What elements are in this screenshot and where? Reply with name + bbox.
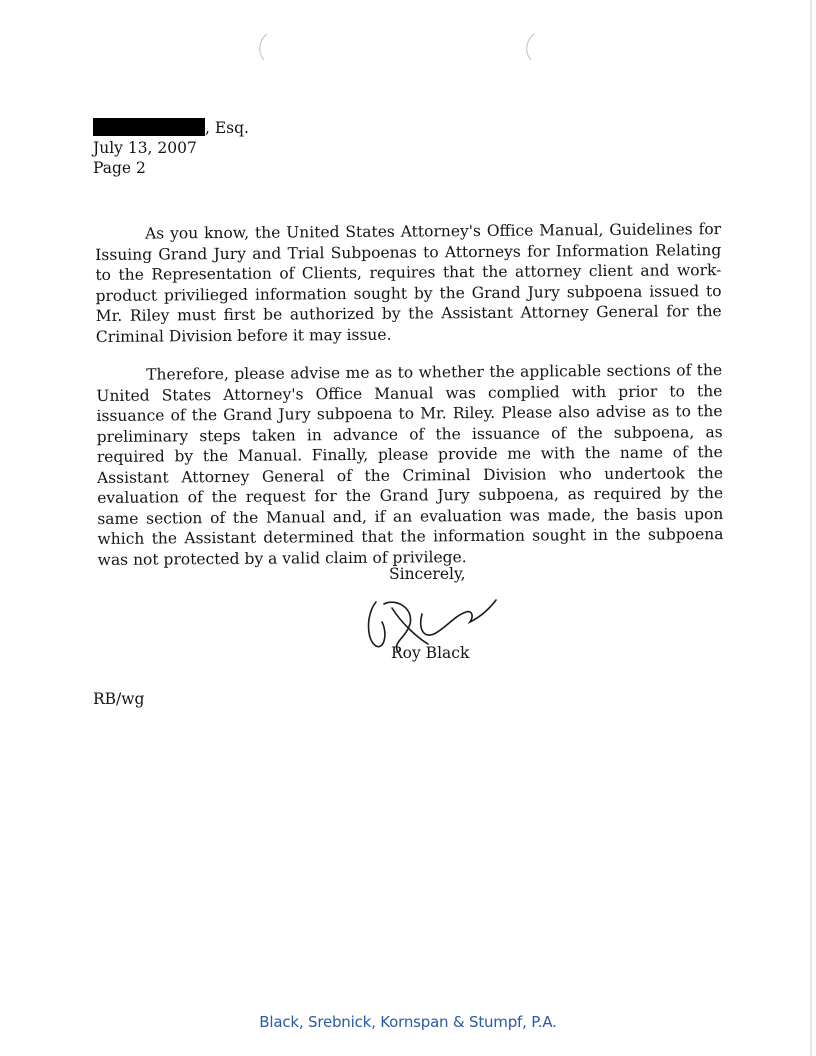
letter-body xyxy=(95,219,724,588)
recipient-suffix: , Esq. xyxy=(205,119,249,137)
firm-footer: Black, Srebnick, Kornspan & Stumpf, P.A. xyxy=(259,1013,557,1031)
page-number: Page 2 xyxy=(93,159,146,177)
scan-edge-shadow xyxy=(810,0,812,1056)
valediction: Sincerely, xyxy=(389,565,466,583)
body-paragraph-2: Therefore, please advise me as to whether the applicable sections of the United States Attorney's Office Manual was complied with prior to the issuance of the Grand Jury subpoena to Mr. Riley. Please also advise as to the preliminary steps taken in advance of the issuance of the subpoena, as required by the Manual. Finally, please provide me with the name of the Assistant Attorney General of the Criminal Division who undertook the evaluation of the request for the Grand Jury subpoena, as required by the same section of the Manual and, if an evaluation was made, the basis upon which the Assistant determined that the information sought in the subpoena was not protected by a valid claim of privilege. xyxy=(96,361,724,569)
letter-date: July 13, 2007 xyxy=(93,139,197,157)
letter-header xyxy=(93,118,249,178)
typist-initials: RB/wg xyxy=(93,690,145,708)
recipient-line xyxy=(93,118,249,138)
redacted-name xyxy=(93,118,205,136)
body-paragraph-1: As you know, the United States Attorney's Office Manual, Guidelines for Issuing Grand Jury and Trial Subpoenas to Attorneys for Information Relating to the Representation of Clients, requires that the attorney client and work-product privilieged information sought by the Grand Jury subpoena issued to Mr. Riley must first be authorized by the Assistant Attorney General for the Criminal Division before it may issue. xyxy=(95,220,722,346)
punch-hole-mark-right xyxy=(522,32,536,62)
punch-hole-mark-left xyxy=(255,32,269,62)
signer-name: Roy Black xyxy=(391,644,470,662)
